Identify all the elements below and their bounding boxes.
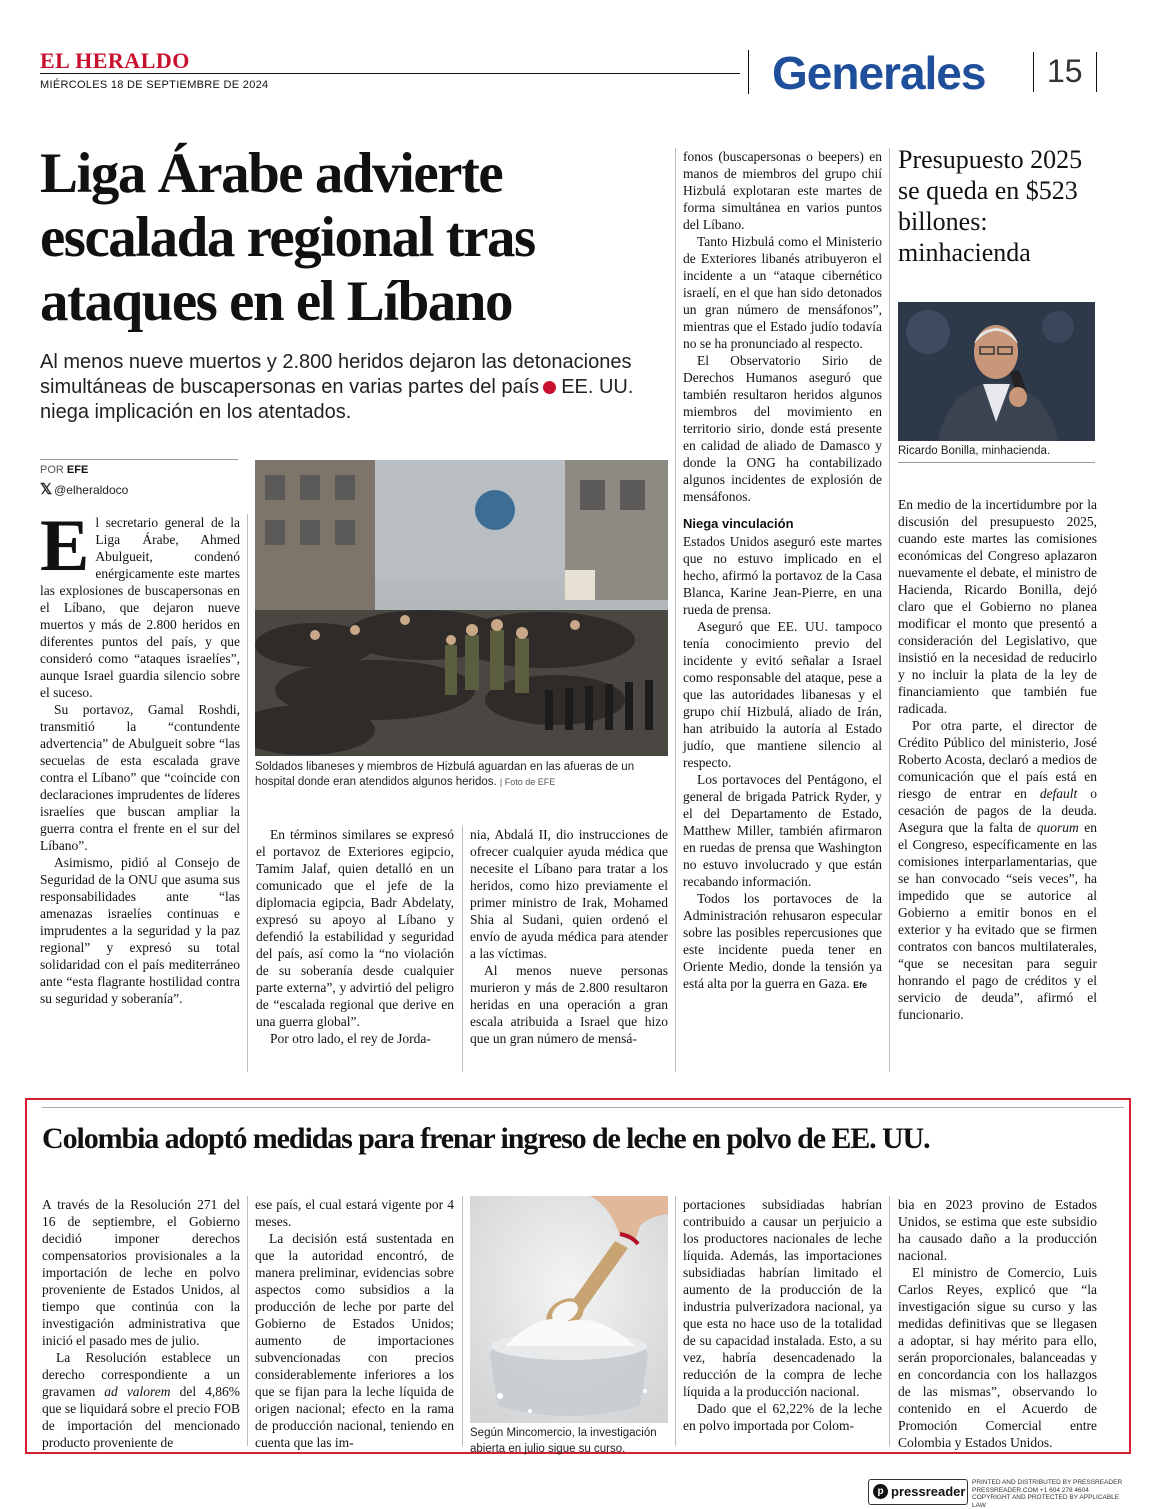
- paragraph: El Observatorio Sirio de Derechos Humanos aseguró que también resultaron heridos algunos miembros del movimiento en territorio sirio, donde está presente en calidad de aliado de Damasco y donde la ONG ha contabilizado algunos incidentes de explosión de mensáfonos.: [683, 353, 882, 504]
- main-subhead: [40, 350, 680, 425]
- photo-credit: | Foto de EFE: [499, 777, 556, 787]
- section-title: Generales: [772, 47, 986, 99]
- column-rule: [247, 1196, 248, 1446]
- social-handle-text: @elheraldoco: [54, 483, 129, 497]
- paragraph: Por otro lado, el rey de Jorda-: [270, 1031, 431, 1046]
- paragraph: Asimismo, pidió al Consejo de Seguridad de la ONU que asuma sus responsabilidades ante “las amenazas israelíes continuas e imprudentes a la seguridad y la paz regional” y expresó su total solidaridad con el país mediterráneo ante “esta flagrante hostilidad contra su seguridad y soberanía”.: [40, 855, 240, 1006]
- signoff: Efe: [853, 980, 868, 990]
- pressreader-note: [972, 1479, 1132, 1509]
- note-line: PRESSREADER.COM +1 604 278 4604: [972, 1486, 1089, 1494]
- pressreader-logo: [868, 1479, 968, 1505]
- header-divider: [1096, 52, 1097, 92]
- paragraph: nia, Abdalá II, dio instrucciones de ofrecer cualquier ayuda médica que necesite el Líbano para tratar a los heridos, como hizo previamente el primer ministro de Irak, Mohamed Shia al Sudani, quien ordenó el envío de ayuda médica para atender a las víctimas.: [470, 827, 668, 961]
- byline-rule: [40, 459, 238, 460]
- paragraph: A través de la Resolución 271 del 16 de septiembre, el Gobierno decidió imponer derechos compensatorios provisionales a la importación de leche en polvo proveniente de Estados Unidos, al tiempo que continúa con la investigación administrativa que inició el pasado mes de julio.: [42, 1197, 240, 1348]
- paragraph: La Resolución establece un derecho correspondiente a un gravamen ad valorem del 4,86% que se liquidará sobre el precio FOB de importación del mencionado producto proveniente de: [42, 1350, 241, 1450]
- main-column-3: [470, 826, 668, 1047]
- paragraph: Estados Unidos aseguró este martes que no estuvo implicado en el hecho, afirmó la portavoz de la Casa Blanca, Karine Jean-Pierre, en una rueda de prensa.: [683, 534, 882, 617]
- lebanon-hospital-photo: [255, 460, 668, 756]
- paragraph: Los portavoces del Pentágono, el general de brigada Patrick Ryder, y el del Departamento de Estado, Matthew Miller, también afirmaron en ruedas de prensa que Washington no estuvo involucrado y que están recabando información.: [683, 772, 882, 889]
- paragraph: Todos los portavoces de la Administración rehusaron especular sobre las posibles repercusiones que este incidente pueda tener en Oriente Medio, donde la tensión ya está alta por la guerra en Gaza. Efe: [683, 891, 882, 991]
- subhead-part-1: Al menos nueve muertos y 2.800 heridos dejaron las detonaciones simultáneas de buscapersonas en varias partes del país: [40, 351, 632, 398]
- side-column: [898, 496, 1097, 1023]
- side-photo-caption: Ricardo Bonilla, minhacienda.: [898, 445, 1051, 457]
- column-rule: [247, 514, 248, 1072]
- box-rule: [42, 1107, 1124, 1108]
- photo-caption: [255, 760, 668, 790]
- main-headline: Liga Árabe advierte escalada regional tras ataques en el Líbano: [40, 142, 535, 333]
- paragraph: fonos (buscapersonas o beepers) en manos de miembros del grupo chií Hizbulá explotaran este martes de forma simultánea en varios puntos del Líbano.: [683, 149, 882, 232]
- subhead-part-2: EE. UU. niega implicación en los atentados.: [40, 376, 634, 423]
- paragraph: En términos similares se expresó el portavoz de Exteriores egipcio, Tamim Jalaf, quien detalló en un comunicado que el jefe de la diplomacia egipcia, Badr Abdelaty, expresó su apoyo al Líbano y defendió la estabilidad y seguridad del país, así como la “no violación de su soberanía desde cualquier parte externa”, y advirtió del peligro de “escalada regional que derive en una guerra global”.: [256, 827, 454, 1029]
- issue-date: MIÉRCOLES 18 DE SEPTIEMBRE DE 2024: [40, 79, 269, 91]
- bottom-column-4: [898, 1196, 1097, 1451]
- header-rule: [40, 73, 740, 74]
- main-column-1: [40, 505, 240, 1007]
- paragraph: Aseguró que EE. UU. tampoco tenía conocimiento previo del incidente y evitó señalar a Israel como responsable del ataque, pese a que las autoridades libanesas y el grupo chií Hizbulá, aliado de Irán, han atribuido la autoría al Estado judío, que mantiene silencio al respecto.: [683, 619, 882, 770]
- paragraph: portaciones subsidiadas habrían contribuido a causar un perjuicio a los productores nacionales de leche líquida. Además, las importaciones subsidiadas habrían limitado el aumento de la producción de la industria pulverizadora nacional, ya que esta no hace uso de la totalidad de su capacidad instalada. Esto, a su vez, habría desencadenado la reducción de la compra de leche líquida a la producción nacional.: [683, 1197, 882, 1399]
- caption-rule: [898, 462, 1095, 463]
- paragraph: Al menos nueve personas murieron y más de 2.800 resultaron heridas en una operación a gran escala atribuida a Israel que hizo que un gran número de mensá-: [470, 963, 668, 1046]
- byline: [40, 464, 88, 476]
- column-rule: [675, 1196, 676, 1446]
- note-line: COPYRIGHT AND PROTECTED BY APPLICABLE LAW: [972, 1494, 1120, 1509]
- paragraph: bia en 2023 provino de Estados Unidos, se estima que este subsidio ha causado daño a la producción nacional.: [898, 1197, 1097, 1263]
- milk-powder-photo: [470, 1196, 668, 1423]
- byline-agency: EFE: [66, 464, 89, 476]
- lead-paragraph: El secretario general de la Liga Árabe, Ahmed Abulgueit, condenó enérgicamente este martes las explosiones de buscapersonas en el Líbano, que dejaron nueve muertos y más de 2.800 heridos en diferentes puntos del país, y que consideró como “ataques israelíes”, aunque Israel guardia silencio sobre el suceso.: [40, 505, 240, 700]
- social-handle: [40, 480, 128, 498]
- byline-prefix: POR: [40, 464, 64, 476]
- red-bullet-icon: [543, 381, 556, 394]
- header-divider: [748, 50, 749, 94]
- column-rule: [889, 1196, 890, 1446]
- minister-photo: [898, 302, 1095, 441]
- inline-subhead: Niega vinculación: [683, 516, 794, 531]
- pressreader-text: pressreader: [891, 1484, 966, 1499]
- paragraph: Dado que el 62,22% de la leche en polvo importada por Colom-: [683, 1401, 882, 1433]
- main-column-4: [683, 148, 882, 994]
- note-line: PRINTED AND DISTRIBUTED BY PRESSREADER: [972, 1479, 1123, 1486]
- paragraph: El ministro de Comercio, Luis Carlos Reyes, explicó que “la investigación sigue su curso y las medidas definitivas que se llegasen a adoptar, si hay mérito para ello, serán proporcionales, balanceadas y en concordancia con los hallazgos de las mismas”, observando lo contenido en el Acuerdo de Promoción Comercial entre Colombia y Estados Unidos.: [898, 1265, 1097, 1450]
- paragraph: Tanto Hizbulá como el Ministerio de Exteriores libanés atribuyeron el incidente a un “ataque cibernético israelí, en el que han sido detonados un gran número de mensáfonos”, mientras que el Estado judío todavía no se ha pronunciado al respecto.: [683, 234, 882, 351]
- bottom-photo-caption: Según Mincomercio, la investigación abierta en julio sigue su curso.: [470, 1427, 657, 1455]
- bottom-headline: Colombia adoptó medidas para frenar ingreso de leche en polvo de EE. UU.: [42, 1122, 930, 1155]
- header-divider: [1033, 52, 1034, 92]
- bottom-column-1: [42, 1196, 240, 1451]
- paragraph: La decisión está sustentada en que la autoridad encontró, de manera preliminar, evidencias sobre aspectos como subsidios a la producción de leche por parte del Gobierno de Estados Unidos; aumento de importaciones subvencionadas con precios considerablemente inferiores a los que se fijan para la leche líquida de origen nacional; efecto en la rama de producción nacional, teniendo en cuenta que las im-: [255, 1231, 454, 1450]
- paragraph: Su portavoz, Gamal Roshdi, transmitió la “contundente advertencia” de Abulgueit sobre “las secuelas de esta escalada grave contra el Líbano” que “coincide con declaraciones imprudentes de líderes israelíes que buscan ampliar la guerra contra el frente en el sur del Líbano”.: [40, 702, 240, 853]
- page-number: 15: [1047, 53, 1083, 89]
- caption-text: Soldados libaneses y miembros de Hizbulá aguardan en las afueras de un hospital donde eran atendidos algunos heridos.: [255, 761, 635, 788]
- column-rule: [462, 1196, 463, 1446]
- x-social-icon: 𝕏: [40, 481, 53, 498]
- paragraph: Por otra parte, el director de Crédito Público del ministerio, José Roberto Acosta, declaró a medios de comunicación que el país está en riesgo de entrar en default o cesación de pagos de la deuda. Asegura que la falta de quorum en el Congreso, específicamente en las comisiones interparlamentarias, que se han convocado “seis veces”, ha impedido que se autorice al Gobierno a emitir bonos en el exterior y ha evitado que se firmen contratos con bancos multilaterales, “que se necesitan para seguir honrando el pago de créditos y el servicio de deuda”, afirmó el funcionario.: [898, 718, 1098, 1022]
- column-rule: [889, 148, 890, 1072]
- pressreader-logo-icon: p: [873, 1484, 888, 1499]
- main-column-2: [256, 826, 454, 1047]
- masthead: EL HERALDO: [40, 48, 190, 73]
- bottom-column-2: [255, 1196, 454, 1451]
- paragraph: En medio de la incertidumbre por la discusión del presupuesto 2025, cuando este martes las comisiones económicas del Congreso aplazaron nuevamente el debate, el ministro de Hacienda, Ricardo Bonilla, dejó claro que el Gobierno no planea modificar el monto que presentó a consideración del Legislativo, que insistió en la necesidad de reducirlo y no incluir la plata de la ley de financiamiento que también fue radicada.: [898, 497, 1097, 716]
- drop-cap: E: [40, 505, 90, 587]
- bottom-column-3: [683, 1196, 882, 1434]
- column-rule: [462, 826, 463, 1072]
- side-headline: Presupuesto 2025 se queda en $523 billones: minhacienda: [898, 145, 1083, 267]
- column-rule: [675, 148, 676, 1072]
- paragraph: ese país, el cual estará vigente por 4 meses.: [255, 1197, 454, 1229]
